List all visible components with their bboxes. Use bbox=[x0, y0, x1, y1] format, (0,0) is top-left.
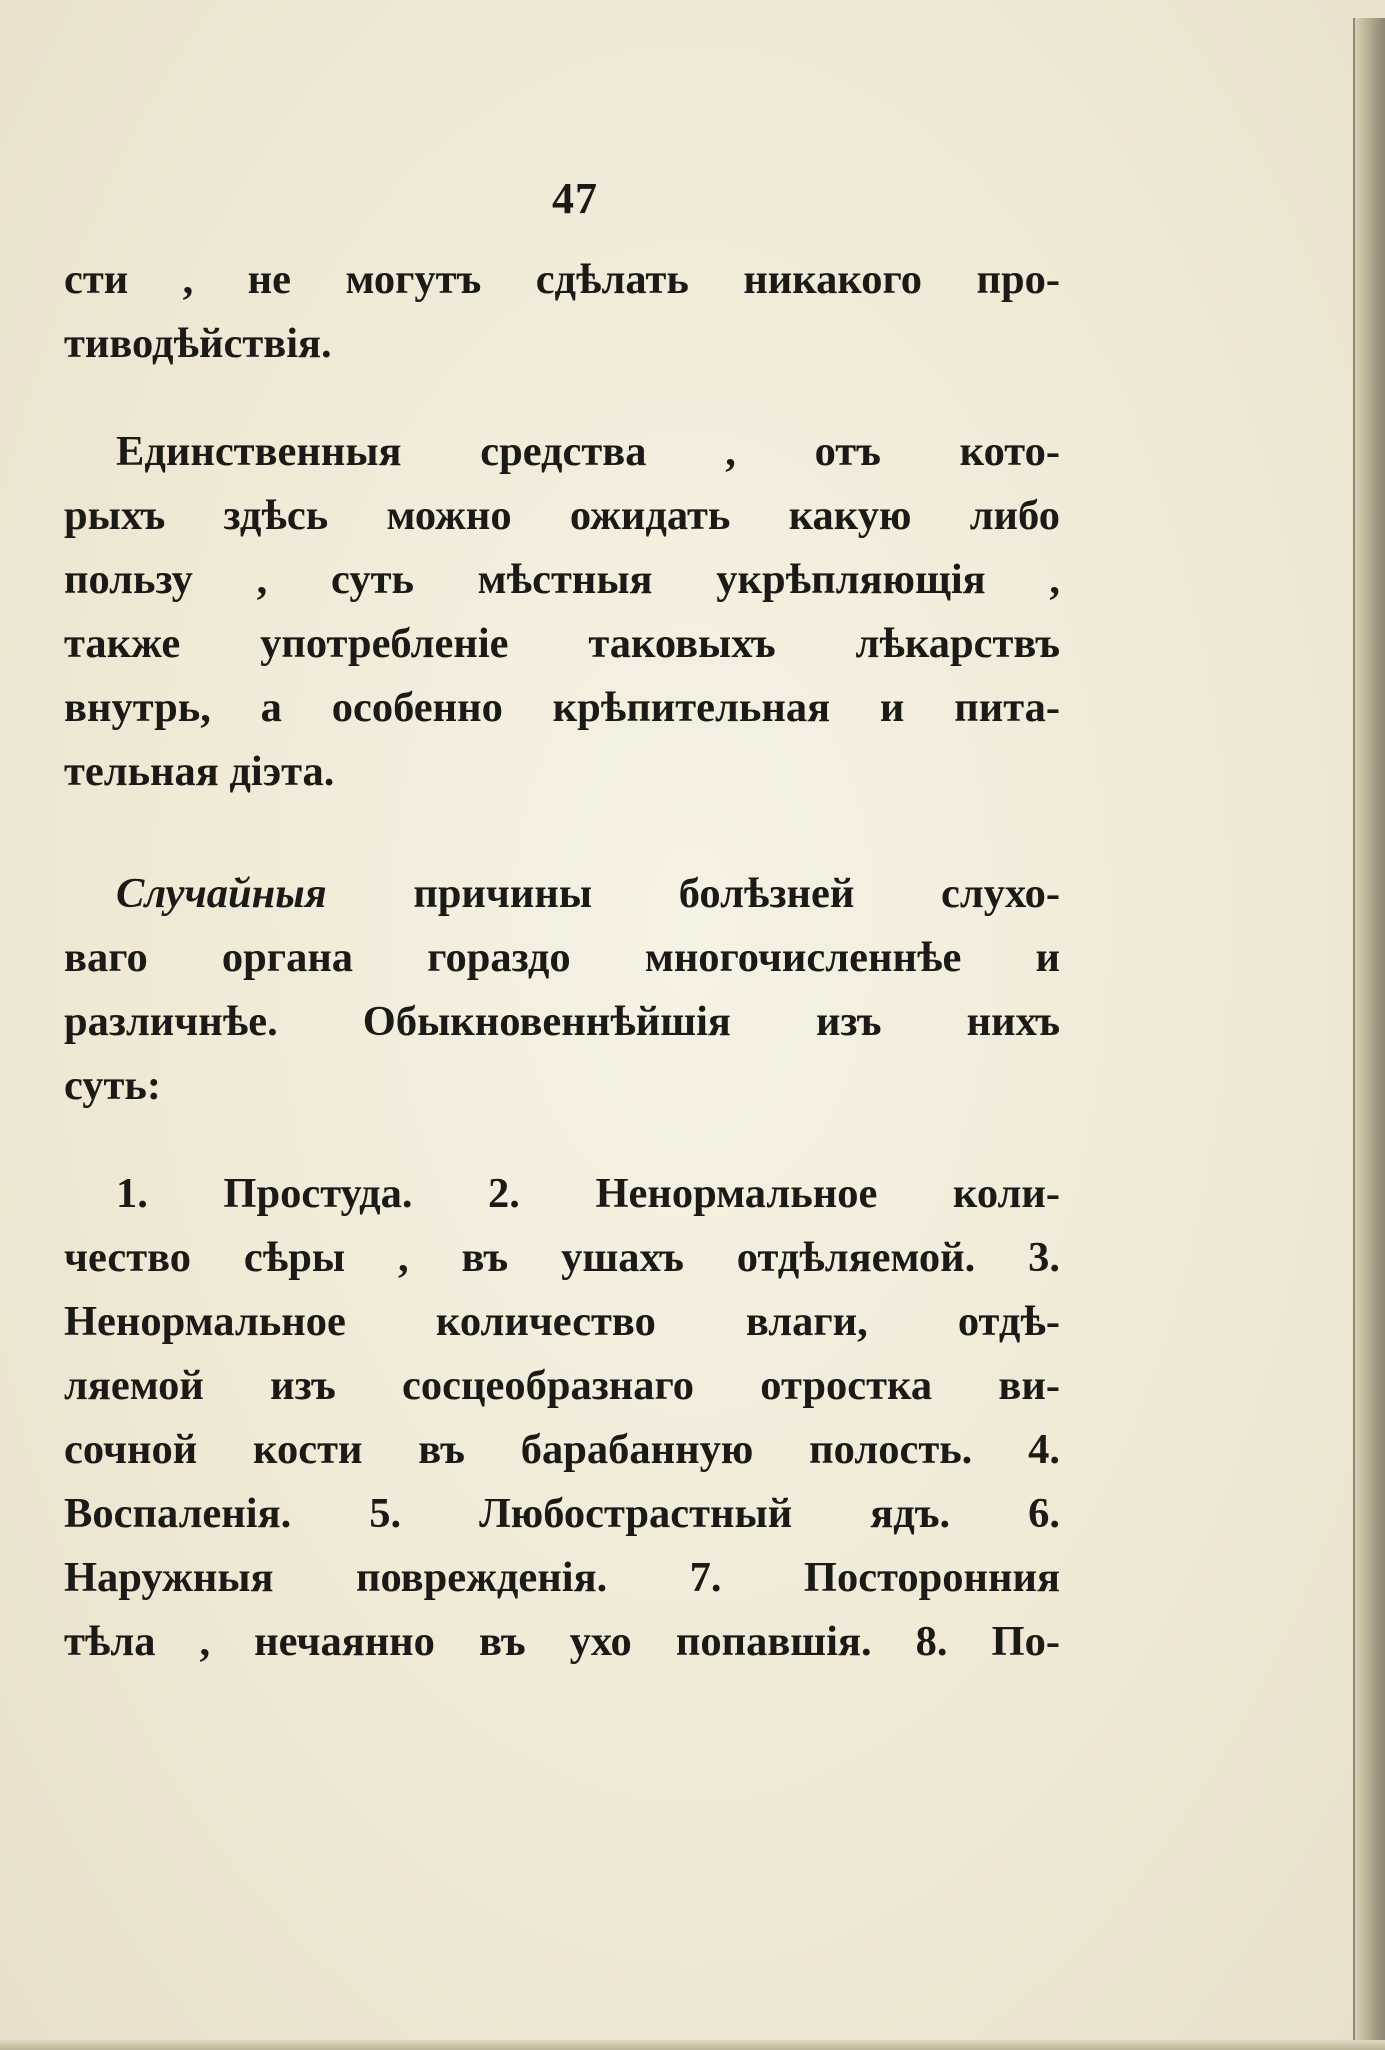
paragraph-remedies bbox=[64, 420, 1060, 804]
text-line: тиводѣйствія. bbox=[64, 320, 332, 367]
paragraph-causes-list bbox=[64, 1162, 1060, 1674]
text-line: Ненормальное количество влаги, отдѣ- bbox=[64, 1298, 1060, 1345]
text-line: внутрь, а особенно крѣпительная и пита- bbox=[64, 684, 1060, 731]
text-line: ваго органа гораздо многочисленнѣе и bbox=[64, 934, 1060, 981]
text-line: Единственныя средства , отъ кото- bbox=[116, 428, 1060, 475]
text-line: сочной кости въ барабанную полость. 4. bbox=[64, 1426, 1060, 1473]
page-edge-bottom bbox=[0, 2040, 1385, 2050]
page-number: 47 bbox=[552, 174, 598, 223]
text-line: сти , не могутъ сдѣлать никакого про- bbox=[64, 256, 1060, 303]
text-line: также употребленіе таковыхъ лѣкарствъ bbox=[64, 620, 1060, 667]
text-line: суть: bbox=[64, 1062, 162, 1109]
text-line: тѣла , нечаянно въ ухо попавшія. 8. По- bbox=[64, 1618, 1060, 1665]
paragraph-continuation bbox=[64, 248, 1060, 376]
text-line: рыхъ здѣсь можно ожидать какую либо bbox=[64, 492, 1060, 539]
italic-lead-word: Случайныя bbox=[116, 870, 327, 917]
text-line-first bbox=[64, 862, 1060, 926]
text-line: Наружныя поврежденія. 7. Посторонния bbox=[64, 1554, 1060, 1601]
text-line: различнѣе. Обыкновеннѣйшія изъ нихъ bbox=[64, 998, 1060, 1045]
text-line-rest: причины болѣзней слухо- bbox=[413, 870, 1061, 917]
text-line: чество сѣры , въ ушахъ отдѣляемой. 3. bbox=[64, 1234, 1060, 1281]
text-line: тельная діэта. bbox=[64, 748, 335, 795]
page-edge-right bbox=[1353, 18, 1385, 2050]
paragraph-causes-intro bbox=[64, 862, 1060, 1118]
text-line: Воспаленія. 5. Любострастный ядъ. 6. bbox=[64, 1490, 1060, 1537]
text-line: пользу , суть мѣстныя укрѣпляющія , bbox=[64, 556, 1060, 603]
text-line: 1. Простуда. 2. Ненормальное коли- bbox=[116, 1170, 1060, 1217]
text-line: ляемой изъ сосцеобразнаго отростка ви- bbox=[64, 1362, 1060, 1409]
